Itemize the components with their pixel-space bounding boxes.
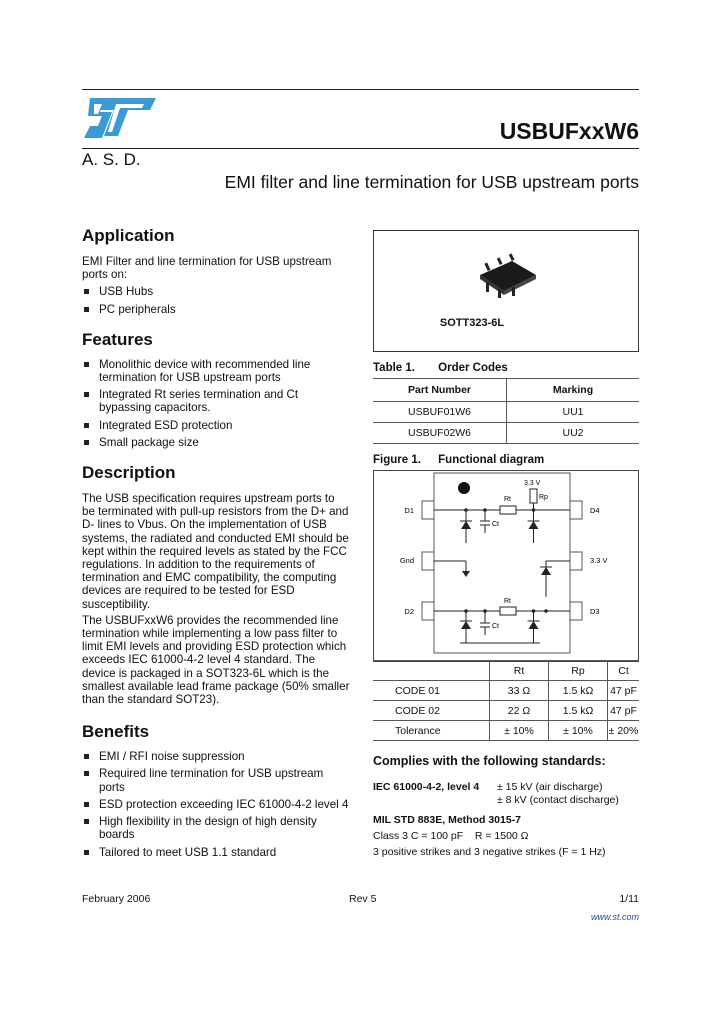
list-item: High flexibility in the design of high density boards [82, 815, 350, 841]
table-cell: Tolerance [373, 721, 490, 741]
order-codes-table [373, 378, 639, 444]
table-header-row [373, 379, 639, 402]
table-row [373, 681, 639, 701]
mil-strikes: 3 positive strikes and 3 negative strikes (F = 1 Hz) [373, 846, 606, 858]
mil-class: Class 3 C = 100 pF R = 1500 Ω [373, 830, 529, 842]
list-item: USB Hubs [82, 285, 350, 298]
label-rt-bottom: Rt [504, 598, 511, 605]
footer-website-link[interactable]: www.st.com [590, 912, 639, 922]
list-item: Small package size [82, 436, 350, 449]
benefits-heading: Benefits [82, 722, 150, 742]
benefits-list [82, 750, 350, 858]
package-chip-icon [476, 253, 540, 303]
list-item: Monolithic device with recommended line termination for USB upstream ports [82, 358, 350, 384]
list-item: EMI / RFI noise suppression [82, 750, 350, 763]
functional-diagram [373, 470, 639, 662]
table-row [373, 402, 639, 423]
pin1-dot-icon [458, 482, 470, 494]
top-rule [82, 89, 639, 90]
table-cell: CODE 02 [373, 701, 490, 721]
junction [544, 609, 548, 613]
table1-caption-text: Order Codes [438, 362, 508, 374]
table-header: Part Number [373, 379, 507, 402]
table-cell: 47 pF [608, 681, 640, 701]
rp-resistor [530, 489, 537, 503]
figure1-caption-text: Functional diagram [438, 454, 545, 466]
tvs-diode-icon [461, 521, 471, 529]
table-cell: UU1 [507, 402, 640, 423]
standards-heading: Complies with the following standards: [373, 754, 606, 768]
table-cell: USBUF02W6 [373, 423, 507, 444]
label-ct-bottom: Ct [492, 623, 499, 630]
pin-label-33v: 3.3 V [590, 556, 608, 565]
list-item: ESD protection exceeding IEC 61000-4-2 level 4 [82, 798, 350, 811]
table-row [373, 721, 639, 741]
table-row [373, 423, 639, 444]
table-cell: 1.5 kΩ [549, 681, 608, 701]
package-box [373, 230, 639, 352]
label-rt-top: Rt [504, 496, 511, 503]
application-intro: EMI Filter and line termination for USB upstream ports on: [82, 255, 332, 282]
st-logo-icon [82, 94, 158, 142]
table-cell: UU2 [507, 423, 640, 444]
footer-date: February 2006 [82, 893, 151, 905]
label-rp: Rp [539, 494, 548, 501]
table-cell: 33 Ω [490, 681, 549, 701]
pin-d4 [570, 501, 582, 519]
figure1-caption [373, 454, 544, 466]
iec-standard-label: IEC 61000-4-2, level 4 [373, 781, 480, 793]
rt-resistor-bottom [500, 607, 516, 615]
table-cell: 22 Ω [490, 701, 549, 721]
list-item: PC peripherals [82, 303, 350, 316]
rt-resistor-top [500, 506, 516, 514]
pin-d1 [422, 501, 434, 519]
table1-caption [373, 362, 508, 374]
table-header: Ct [608, 661, 640, 681]
functional-diagram-svg [374, 471, 638, 661]
package-label: SOTT323-6L [439, 317, 505, 329]
tvs-diode-icon [529, 621, 539, 629]
division-label: A. S. D. [82, 150, 141, 169]
pin-d3 [570, 602, 582, 620]
pin-d2 [422, 602, 434, 620]
table-cell: 1.5 kΩ [549, 701, 608, 721]
table-cell: 47 pF [608, 701, 640, 721]
table-cell: ± 10% [490, 721, 549, 741]
tvs-diode-icon [529, 521, 539, 529]
table-header: Rt [490, 661, 549, 681]
tvs-diode-icon [461, 621, 471, 629]
list-item: Required line termination for USB upstream ports [82, 767, 350, 793]
pin-gnd [422, 552, 434, 570]
table-cell: USBUF01W6 [373, 402, 507, 423]
application-list [82, 285, 350, 315]
label-33v-top: 3.3 V [524, 480, 541, 487]
description-heading: Description [82, 463, 176, 483]
features-list [82, 358, 350, 449]
table-cell: ± 10% [549, 721, 608, 741]
table1-caption-number: Table 1. [373, 362, 415, 374]
pin-33v [570, 552, 582, 570]
table-row [373, 701, 639, 721]
ground-arrow-icon [462, 571, 470, 577]
component-values-table [373, 660, 639, 741]
pin-label-d1: D1 [404, 506, 414, 515]
table-cell: CODE 01 [373, 681, 490, 701]
list-item: Integrated Rt series termination and Ct bypassing capacitors. [82, 388, 350, 414]
description-paragraph-1: The USB specification requires upstream ports to be terminated with pull-up resistors from the D+ and D- lines to Vbus. On the implementation of USB systems, the radiated and conducted EMI should be kept within the required levels as stated by the FCC regulations. In addition to the requirements of termination and EMC compatibility, the computing devices are required to be tested for ESD susceptibility. [82, 492, 349, 611]
table-cell: ± 20% [608, 721, 640, 741]
pin-label-d3: D3 [590, 607, 600, 616]
pin-label-d4: D4 [590, 506, 600, 515]
figure1-caption-number: Figure 1. [373, 454, 421, 466]
title-rule [82, 148, 639, 149]
features-heading: Features [82, 329, 153, 349]
chip-outline [434, 473, 570, 653]
left-column [82, 226, 350, 859]
table-header-row [373, 661, 639, 681]
iec-air-discharge: ± 15 kV (air discharge) [497, 781, 603, 793]
list-item: Integrated ESD protection [82, 419, 350, 432]
description-paragraph-2: The USBUFxxW6 provides the recommended line termination while implementing a low pass filter to limit EMI levels and providing ESD protection which exceeds IEC 61000-4-2 level 4 standard. The device is packaged in a SOT323-6L which is the smallest available lead frame package (50% smaller than the standard SOT23). [82, 613, 350, 707]
part-number-title: USBUFxxW6 [499, 118, 639, 144]
mil-standard-label: MIL STD 883E, Method 3015-7 [373, 814, 522, 826]
tvs-diode-icon [541, 567, 551, 575]
table-header: Rp [549, 661, 608, 681]
footer-revision: Rev 5 [349, 893, 377, 905]
pin-label-gnd: Gnd [399, 556, 414, 565]
table-header: Marking [507, 379, 640, 402]
table-header [373, 661, 490, 681]
footer-page-number: 1/11 [619, 893, 639, 905]
application-heading: Application [82, 226, 175, 245]
pin-label-d2: D2 [404, 607, 414, 616]
label-ct-top: Ct [492, 521, 499, 528]
iec-contact-discharge: ± 8 kV (contact discharge) [497, 794, 619, 806]
list-item: Tailored to meet USB 1.1 standard [82, 846, 350, 859]
page-subtitle: EMI filter and line termination for USB upstream ports [224, 172, 639, 192]
